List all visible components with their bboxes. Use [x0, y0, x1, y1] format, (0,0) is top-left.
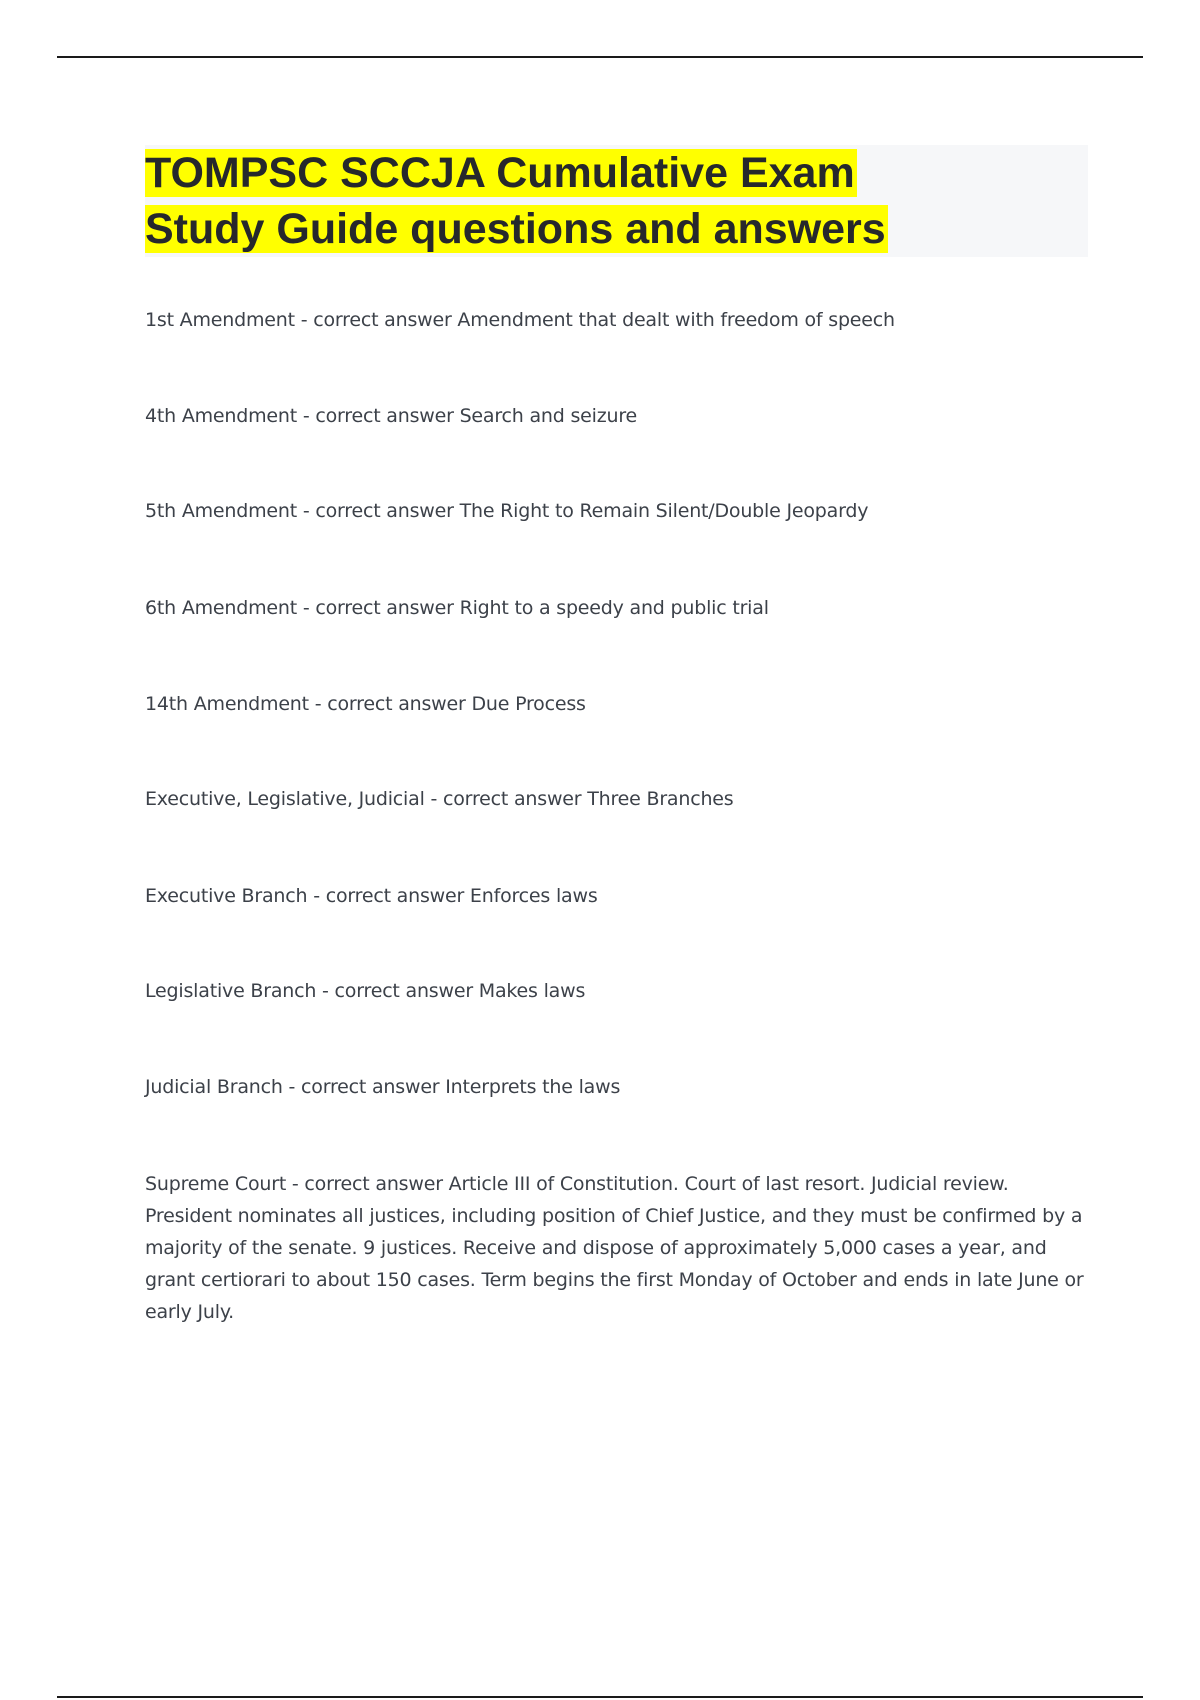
qa-item-supreme-court: Supreme Court - correct answer Article III of Constitution. Court of last resort. Judicial review. President nominates all justices, including position of Chief Justice, and they must be confirmed by a majority of the senate. 9 justices. Receive and dispose of approximately 5,000 cases a year, and grant certiorari to about 150 cases. Term begins the first Monday of October and ends in late June or early July.	[145, 1173, 1084, 1323]
qa-item-three-branches: Executive, Legislative, Judicial - correct answer Three Branches	[145, 788, 734, 810]
qa-item-4th-amendment: 4th Amendment - correct answer Search and seizure	[145, 405, 638, 427]
qa-item-executive-branch: Executive Branch - correct answer Enforces laws	[145, 885, 598, 907]
qa-item-judicial-branch: Judicial Branch - correct answer Interprets the laws	[145, 1076, 621, 1098]
qa-item-legislative-branch: Legislative Branch - correct answer Makes laws	[145, 980, 586, 1002]
title-line-2: Study Guide questions and answers	[145, 205, 886, 253]
qa-item-6th-amendment: 6th Amendment - correct answer Right to a speedy and public trial	[145, 597, 769, 619]
top-rule	[57, 56, 1143, 58]
qa-item-14th-amendment: 14th Amendment - correct answer Due Process	[145, 693, 586, 715]
qa-item-5th-amendment: 5th Amendment - correct answer The Right to Remain Silent/Double Jeopardy	[145, 500, 869, 522]
bottom-rule	[57, 1696, 1143, 1698]
document-title	[145, 145, 1088, 257]
title-line-1: TOMPSC SCCJA Cumulative Exam	[145, 149, 855, 197]
title-block	[145, 145, 1088, 257]
qa-item-1st-amendment: 1st Amendment - correct answer Amendment that dealt with freedom of speech	[145, 309, 895, 331]
